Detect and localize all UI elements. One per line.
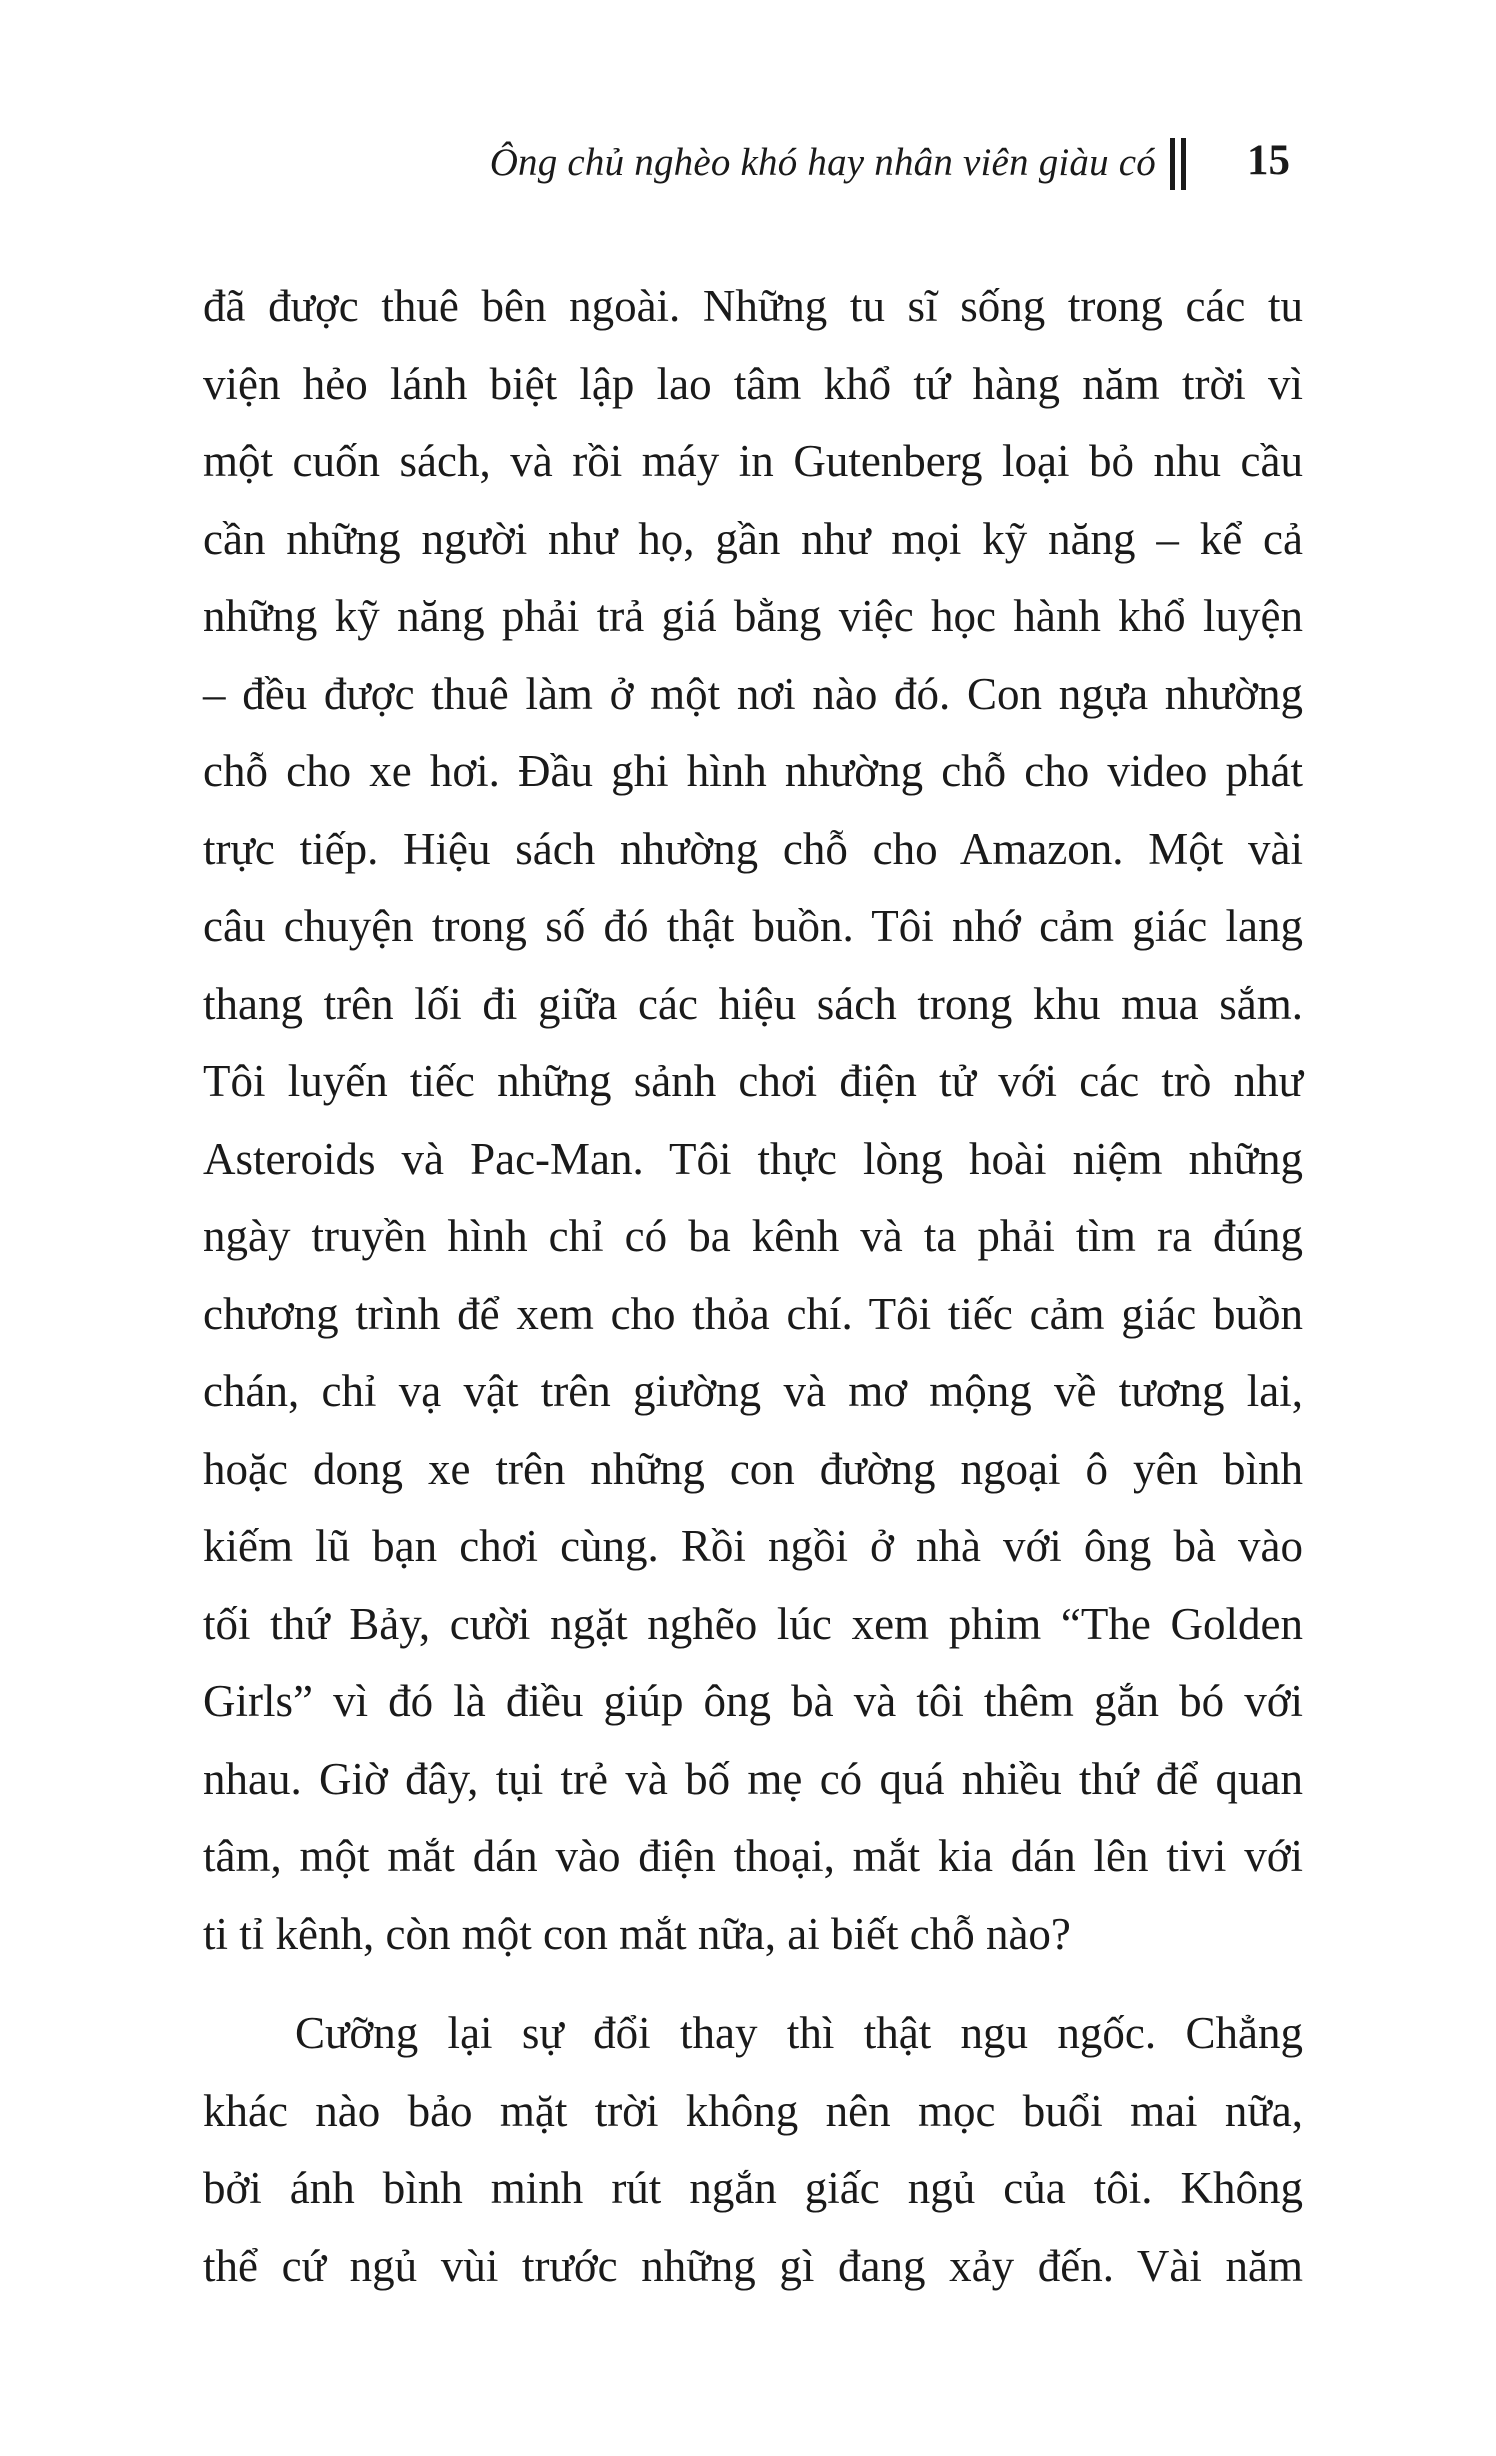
text-line: – đều được thuê làm ở một nơi nào đó. Con ngựa nhường [203, 668, 1303, 719]
text-line: chán, chỉ vạ vật trên giường và mơ mộng về tương lai, [203, 1366, 1303, 1416]
text-line: Asteroids và Pac-Man. Tôi thực lòng hoài niệm những [203, 1133, 1303, 1184]
paragraph-gap [203, 1973, 1303, 1995]
text-line: khác nào bảo mặt trời không nên mọc buổi mai nữa, [203, 2085, 1303, 2136]
page-number: 15 [1247, 137, 1290, 184]
text-line: những kỹ năng phải trả giá bằng việc học hành khổ luyện [203, 591, 1303, 641]
text-line: đã được thuê bên ngoài. Những tu sĩ sống trong các tu [203, 281, 1303, 331]
text-line: Tôi luyến tiếc những sảnh chơi điện tử với các trò như [203, 1056, 1303, 1106]
text-line: chỗ cho xe hơi. Đầu ghi hình nhường chỗ cho video phát [203, 746, 1303, 796]
text-line: thể cứ ngủ vùi trước những gì đang xảy đến. Vài năm [203, 2240, 1303, 2291]
text-line: tối thứ Bảy, cười ngặt nghẽo lúc xem phim “The Golden [203, 1598, 1303, 1649]
body-text [203, 268, 1303, 2305]
text-line: ti tỉ kênh, còn một con mắt nữa, ai biết chỗ nào? [203, 1908, 1071, 1959]
running-header [0, 130, 1496, 200]
text-line: nhau. Giờ đây, tụi trẻ và bố mẹ có quá nhiều thứ để quan [203, 1753, 1303, 1804]
text-line: trực tiếp. Hiệu sách nhường chỗ cho Amazon. Một vài [203, 823, 1303, 874]
text-line: thang trên lối đi giữa các hiệu sách trong khu mua sắm. [203, 978, 1303, 1029]
text-line: câu chuyện trong số đó thật buồn. Tôi nhớ cảm giác lang [203, 901, 1303, 951]
text-line: Cưỡng lại sự đổi thay thì thật ngu ngốc. Chẳng [295, 2008, 1303, 2058]
text-line: ngày truyền hình chỉ có ba kênh và ta phải tìm ra đúng [203, 1211, 1303, 1261]
header-separator [1168, 138, 1188, 190]
text-line: hoặc dong xe trên những con đường ngoại ô yên bình [203, 1443, 1303, 1494]
running-title: Ông chủ nghèo khó hay nhân viên giàu có [489, 141, 1156, 184]
text-line: chương trình để xem cho thỏa chí. Tôi tiếc cảm giác buồn [203, 1288, 1303, 1339]
text-line: cần những người như họ, gần như mọi kỹ năng – kể cả [203, 513, 1303, 564]
text-line: tâm, một mắt dán vào điện thoại, mắt kia dán lên tivi với [203, 1831, 1303, 1881]
text-line: viện hẻo lánh biệt lập lao tâm khổ tứ hàng năm trời vì [203, 358, 1303, 409]
text-line: bởi ánh bình minh rút ngắn giấc ngủ của tôi. Không [203, 2163, 1303, 2213]
text-line: kiếm lũ bạn chơi cùng. Rồi ngồi ở nhà với ông bà vào [203, 1521, 1303, 1571]
text-line: một cuốn sách, và rồi máy in Gutenberg loại bỏ nhu cầu [203, 436, 1303, 486]
paragraph-2 [203, 1995, 1303, 2305]
paragraph-1 [203, 268, 1303, 1973]
text-line: Girls” vì đó là điều giúp ông bà và tôi thêm gắn bó với [203, 1676, 1303, 1726]
